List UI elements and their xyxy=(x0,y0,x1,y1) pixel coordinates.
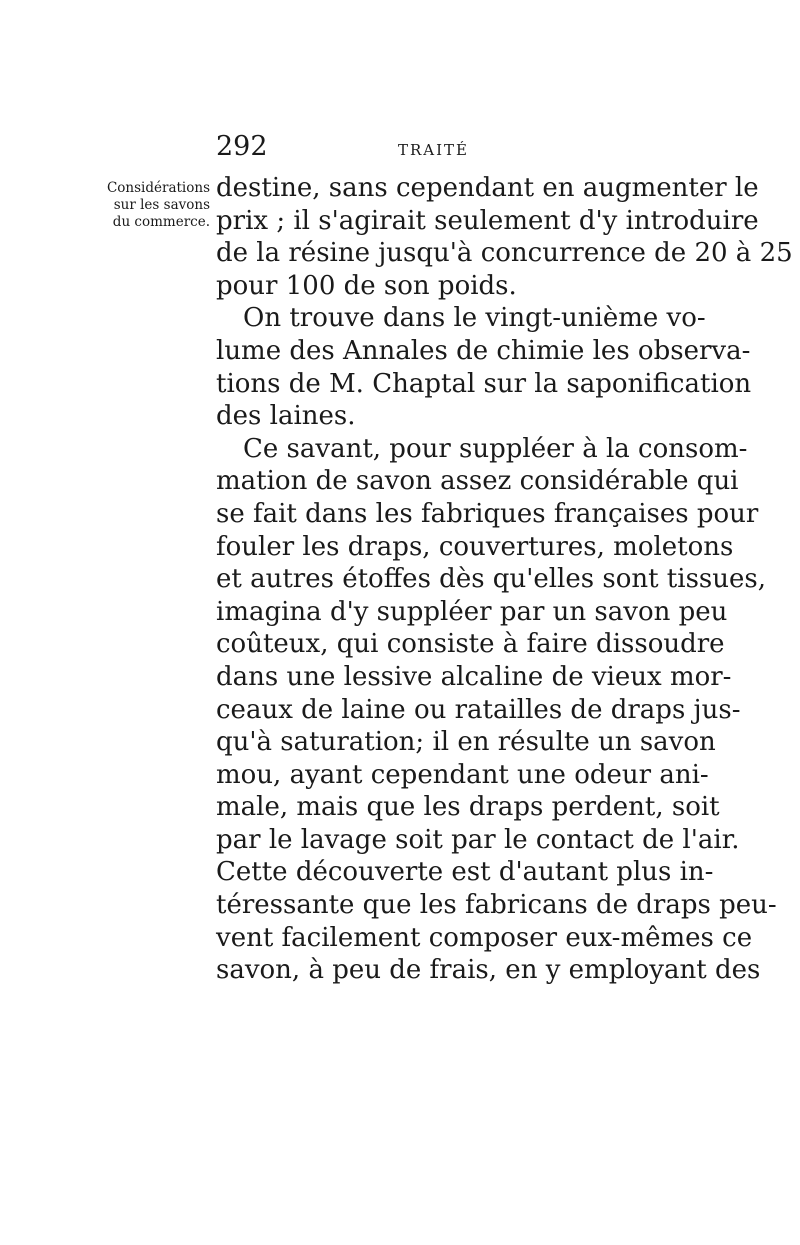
text-line: mation de savon assez considérable qui xyxy=(216,466,739,497)
text-line: qu'à saturation; il en résulte un savon xyxy=(216,727,716,758)
text-line: et autres étoffes dès qu'elles sont tissues, xyxy=(216,564,766,595)
text-line: destine, sans cependant en augmenter le xyxy=(216,173,759,203)
text-line: On trouve dans le vingt-unième vo- xyxy=(243,303,706,334)
text-line: mou, ayant cependant une odeur ani- xyxy=(216,759,709,790)
text-line: dans une lessive alcaline de vieux mor- xyxy=(216,661,732,692)
text-line: male, mais que les draps perdent, soit xyxy=(216,792,720,823)
margin-note-line: du commerce. xyxy=(112,214,210,230)
text-line: par le lavage soit par le contact de l'air. xyxy=(216,824,740,855)
text-line: tions de M. Chaptal sur la saponification xyxy=(216,368,752,399)
text-line: lume des Annales de chimie les observa- xyxy=(216,335,751,366)
margin-note-line: sur les savons xyxy=(113,197,210,213)
text-line: imagina d'y suppléer par un savon peu xyxy=(216,596,728,627)
text-line: fouler les draps, couvertures, moletons xyxy=(216,531,734,562)
text-line: coûteux, qui consiste à faire dissoudre xyxy=(216,629,725,660)
text-line: prix ; il s'agirait seulement d'y introduire xyxy=(216,205,759,236)
page-number: 292 xyxy=(216,131,268,162)
body-text xyxy=(216,172,793,987)
text-line: savon, à peu de frais, en y employant des xyxy=(216,955,761,986)
text-line: de la résine jusqu'à concurrence de 20 à 25 xyxy=(216,238,793,269)
text-line: pour 100 de son poids. xyxy=(216,270,517,301)
text-line: téressante que les fabricans de draps peu- xyxy=(216,890,777,921)
text-line: se fait dans les fabriques françaises pour xyxy=(216,498,759,529)
text-line: ceaux de laine ou ratailles de draps jus- xyxy=(216,694,741,725)
text-line: vent facilement composer eux-mêmes ce xyxy=(216,922,753,953)
running-title: TRAITÉ xyxy=(398,141,470,159)
margin-note xyxy=(94,180,210,231)
text-line: Ce savant, pour suppléer à la consom- xyxy=(243,433,748,464)
margin-note-line: Considérations xyxy=(106,180,210,196)
text-line: des laines. xyxy=(216,401,356,432)
text-line: Cette découverte est d'autant plus in- xyxy=(216,857,714,888)
